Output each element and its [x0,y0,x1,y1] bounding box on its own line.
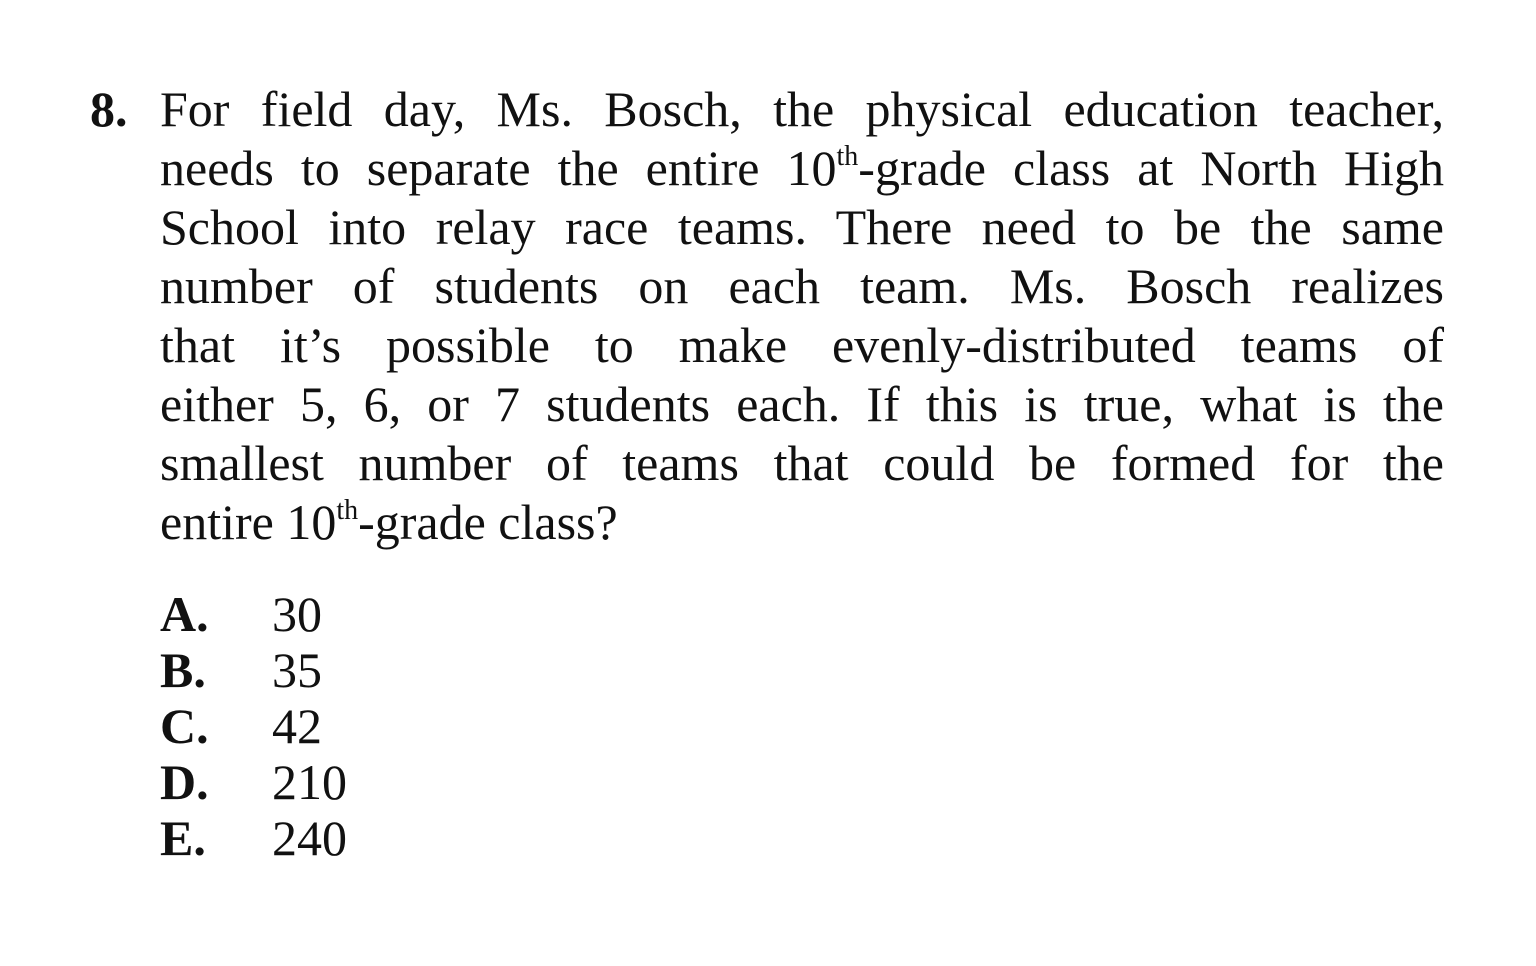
choice-value: 35 [272,642,322,698]
choice-value: 240 [272,810,347,866]
choice-value: 42 [272,698,322,754]
choice-d[interactable] [160,754,347,810]
choice-b[interactable] [160,642,347,698]
stem-line-5: that it’s possible to make evenly-distributed teams of [160,317,1444,373]
stem-line-1: For field day, Ms. Bosch, the physical education teacher, [160,81,1444,137]
stem-line-4: number of students on each team. Ms. Bosch realizes [160,258,1444,314]
choice-value: 210 [272,754,347,810]
stem-line-3: School into relay race teams. There need to be the same [160,199,1444,255]
choice-e[interactable] [160,810,347,866]
choice-c[interactable] [160,698,347,754]
question-stem [160,80,1444,552]
stem-line-2: needs to separate the entire 10th-grade class at North High [160,140,1444,196]
answer-choices [160,586,347,866]
choice-letter: D. [160,754,209,810]
question-number: 8. [90,81,128,137]
choice-letter: C. [160,698,209,754]
choice-a[interactable] [160,586,347,642]
superscript-th: th [336,495,359,527]
stem-line-6: either 5, 6, or 7 students each. If this is true, what is the [160,376,1444,432]
choice-letter: E. [160,810,206,866]
choice-value: 30 [272,586,322,642]
stem-line-8: entire 10th-grade class? [160,494,618,550]
choice-letter: B. [160,642,206,698]
choice-letter: A. [160,586,209,642]
stem-line-7: smallest number of teams that could be formed for the [160,435,1444,491]
superscript-th: th [836,141,859,173]
